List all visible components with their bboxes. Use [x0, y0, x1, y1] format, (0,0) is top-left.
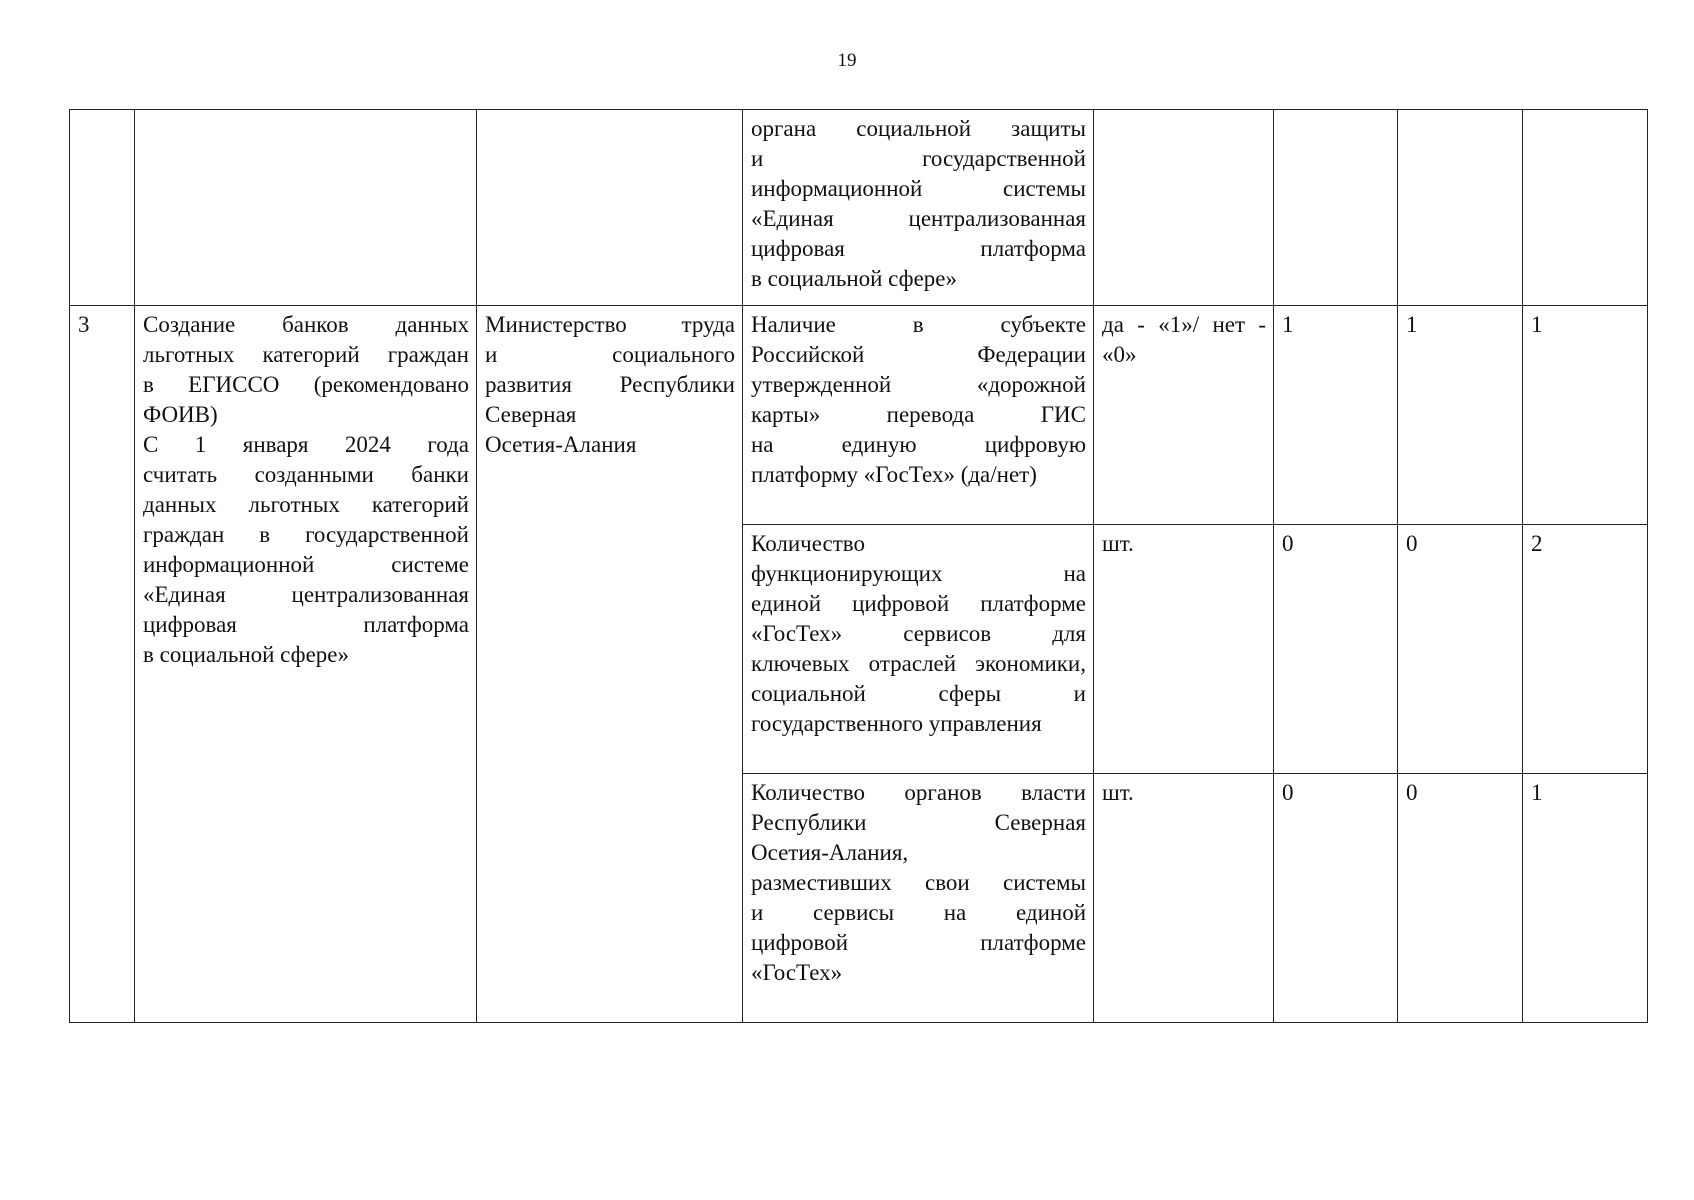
value-cell: 2 — [1523, 525, 1648, 774]
responsible-cell — [477, 306, 743, 1023]
indicator-line: государственного управления — [751, 711, 1042, 736]
indicator-line: «ГосТех» сервисов для — [751, 621, 1086, 646]
indicator-line: Наличие в субъекте — [751, 312, 1086, 337]
unit-line: шт. — [1102, 780, 1134, 805]
indicator-line: единой цифровой платформе — [751, 591, 1086, 616]
value-cell: 1 — [1523, 306, 1648, 525]
value-cell: 0 — [1398, 525, 1523, 774]
indicator-line: и государственной — [751, 146, 1086, 171]
event-line: данных льготных категорий — [143, 492, 469, 517]
responsible-line: Осетия-Алания — [485, 432, 637, 457]
responsible-line: Северная — [485, 402, 577, 427]
indicator-line: информационной системы — [751, 176, 1086, 201]
event-line: считать созданными банки — [143, 462, 469, 487]
item-row — [70, 306, 1648, 525]
event-line: льготных категорий граждан — [143, 342, 469, 367]
value-cell: 0 — [1398, 774, 1523, 1023]
indicator-line: «ГосТех» — [751, 960, 843, 985]
indicator-line: Количество органов власти — [751, 780, 1086, 805]
indicator-cell — [743, 525, 1094, 774]
indicator-line: на единую цифровую — [751, 432, 1086, 457]
page-number: 19 — [837, 50, 857, 71]
event-line: в социальной сфере» — [143, 642, 349, 667]
indicator-line: Российской Федерации — [751, 342, 1086, 367]
number-cell — [70, 110, 135, 306]
event-line: Создание банков данных — [143, 312, 469, 337]
indicator-line: ключевых отраслей экономики, — [751, 651, 1086, 676]
unit-line: да - «1»/ нет - — [1102, 312, 1266, 337]
unit-cell — [1094, 525, 1274, 774]
event-line: «Единая централизованная — [143, 582, 469, 607]
indicator-cell — [743, 774, 1094, 1023]
item-number: 3 — [70, 306, 135, 1023]
responsible-line: и социального — [485, 342, 735, 367]
indicator-line: Количество — [751, 531, 865, 556]
value-cell — [1398, 110, 1523, 306]
event-line: информационной системе — [143, 552, 469, 577]
measures-table — [69, 109, 1648, 1023]
value-cell: 1 — [1398, 306, 1523, 525]
indicator-cell — [743, 306, 1094, 525]
event-cell — [135, 110, 477, 306]
event-line: граждан в государственной — [143, 522, 469, 547]
continuation-row — [70, 110, 1648, 306]
value-cell: 0 — [1274, 525, 1398, 774]
indicator-line: органа социальной защиты — [751, 116, 1086, 141]
indicator-line: Республики Северная — [751, 810, 1086, 835]
responsible-line: развития Республики — [485, 372, 735, 397]
responsible-cell — [477, 110, 743, 306]
event-line: ФОИВ) — [143, 402, 218, 427]
unit-cell — [1094, 110, 1274, 306]
event-cell — [135, 306, 477, 1023]
unit-cell — [1094, 774, 1274, 1023]
event-line: в ЕГИССО (рекомендовано — [143, 372, 469, 397]
value-cell: 1 — [1274, 306, 1398, 525]
indicator-line: карты» перевода ГИС — [751, 402, 1086, 427]
indicator-line: функционирующих на — [751, 561, 1086, 586]
indicator-line: Осетия-Алания, — [751, 840, 909, 865]
indicator-line: цифровой платформе — [751, 930, 1086, 955]
event-line: цифровая платформа — [143, 612, 469, 637]
unit-cell — [1094, 306, 1274, 525]
value-cell: 0 — [1274, 774, 1398, 1023]
event-line: С 1 января 2024 года — [143, 432, 469, 457]
indicator-line: платформу «ГосТех» (да/нет) — [751, 462, 1037, 487]
responsible-line: Министерство труда — [485, 312, 735, 337]
value-cell — [1274, 110, 1398, 306]
indicator-line: в социальной сфере» — [751, 266, 957, 291]
indicator-line: «Единая централизованная — [751, 206, 1086, 231]
unit-line: «0» — [1102, 342, 1137, 367]
indicator-line: утвержденной «дорожной — [751, 372, 1086, 397]
indicator-line: социальной сферы и — [751, 681, 1086, 706]
indicator-line: цифровая платформа — [751, 236, 1086, 261]
indicator-cell — [743, 110, 1094, 306]
indicator-line: и сервисы на единой — [751, 900, 1086, 925]
value-cell — [1523, 110, 1648, 306]
indicator-line: разместивших свои системы — [751, 870, 1086, 895]
unit-line: шт. — [1102, 531, 1134, 556]
value-cell: 1 — [1523, 774, 1648, 1023]
